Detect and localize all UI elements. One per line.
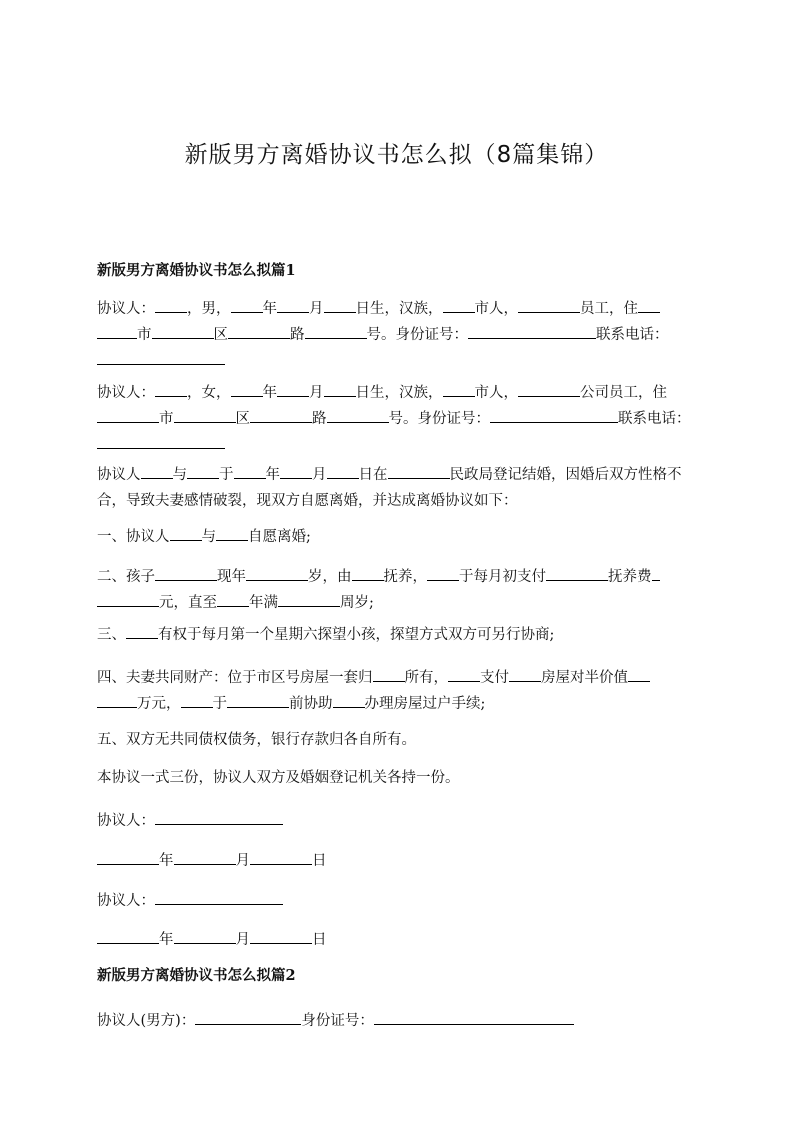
blank-line (174, 421, 236, 423)
text: 有权于每月第一个星期六探望小孩，探望方式双方可另行协商; (158, 627, 555, 643)
blank-line (231, 311, 263, 313)
blank-line (327, 477, 359, 479)
text: 年 (262, 385, 277, 401)
party-female-paragraph (97, 380, 699, 458)
text: 市人， (474, 385, 518, 401)
blank-line (246, 579, 308, 581)
blank-line (277, 311, 309, 313)
text: 与 (201, 529, 216, 545)
text: 年 (265, 467, 280, 483)
text: 二、孩子 (97, 569, 155, 585)
blank-line (97, 447, 225, 449)
text: 协议人(男方)： (97, 1013, 196, 1029)
text: 协议人： (97, 301, 155, 317)
text: 市 (159, 411, 174, 427)
text: 协议人 (97, 467, 141, 483)
blank-line (490, 421, 618, 423)
blank-line (155, 903, 283, 905)
blank-line (97, 605, 159, 607)
text: 路 (290, 327, 305, 343)
text: 办理房屋过户手续; (364, 696, 486, 712)
text: ，男， (187, 301, 231, 317)
text: 年满 (249, 595, 278, 611)
blank-line (152, 337, 214, 339)
blank-line (352, 579, 384, 581)
blank-line (97, 706, 137, 708)
text: 现年 (217, 569, 246, 585)
signature-line-2 (97, 888, 699, 914)
text: 三、 (97, 627, 126, 643)
blank-line (278, 605, 340, 607)
text: 联系电话： (618, 411, 691, 427)
text: 抚养费 (608, 569, 652, 585)
blank-line (250, 942, 312, 944)
text: 员工，住 (580, 301, 638, 317)
blank-line (509, 680, 541, 682)
blank-line (277, 395, 309, 397)
blank-line (174, 863, 236, 865)
text: 日生，汉族， (355, 301, 443, 317)
blank-line (170, 539, 202, 541)
text: 协议人： (97, 385, 155, 401)
blank-line (518, 395, 580, 397)
text: 年 (159, 853, 174, 869)
blank-line (448, 680, 480, 682)
text: 日 (312, 932, 327, 948)
text: 万元， (137, 696, 181, 712)
section-heading-1: 新版男方离婚协议书怎么拟篇1 (97, 262, 296, 279)
party-male-id-line (97, 1008, 699, 1034)
blank-line (280, 477, 312, 479)
clause-3 (97, 622, 699, 648)
text: 日 (312, 853, 327, 869)
text: 抚养， (383, 569, 427, 585)
text: 四、夫妻共同财产：位于市区号房屋一套归 (97, 670, 373, 686)
text: 年 (262, 301, 277, 317)
blank-line (518, 311, 580, 313)
text: 房屋对半价值 (541, 670, 628, 686)
blank-line (546, 579, 608, 581)
clause-5: 五、双方无共同债权债务，银行存款归各自所有。 (97, 732, 416, 748)
blank-line (305, 337, 367, 339)
blank-line (97, 863, 159, 865)
blank-line (97, 942, 159, 944)
clause-2 (97, 564, 699, 616)
text: 月 (312, 467, 327, 483)
text: 月 (235, 853, 250, 869)
text: 路 (312, 411, 327, 427)
text: 协议人： (97, 893, 155, 909)
text: 身份证号： (301, 1013, 374, 1029)
text: 日在 (358, 467, 388, 483)
blank-line (97, 421, 159, 423)
blank-line (327, 421, 389, 423)
blank-line (174, 942, 236, 944)
blank-line (181, 706, 213, 708)
section-heading-2: 新版男方离婚协议书怎么拟篇2 (97, 967, 296, 984)
blank-line (155, 579, 217, 581)
blank-line (628, 680, 650, 682)
blank-line (250, 421, 312, 423)
blank-line (443, 395, 475, 397)
text: 与 (172, 467, 187, 483)
blank-line (227, 706, 289, 708)
text: 年 (159, 932, 174, 948)
text: 岁，由 (308, 569, 352, 585)
text: 区 (235, 411, 250, 427)
blank-line (141, 477, 173, 479)
text: 号。身份证号： (388, 411, 490, 427)
text: 月 (235, 932, 250, 948)
document-title: 新版男方离婚协议书怎么拟（8篇集锦） (184, 142, 609, 168)
closing-text: 本协议一式三份，协议人双方及婚姻登记机关各持一份。 (97, 770, 460, 786)
blank-line (427, 579, 459, 581)
text: 月 (309, 301, 324, 317)
blank-line (195, 1023, 301, 1025)
text: 协议人： (97, 813, 155, 829)
blank-line (187, 477, 219, 479)
text: 支付 (480, 670, 509, 686)
blank-line (652, 579, 660, 581)
text: 前协助 (289, 696, 333, 712)
text: 自愿离婚; (248, 529, 311, 545)
text: 日生，汉族， (355, 385, 443, 401)
blank-line (638, 311, 660, 313)
blank-line (97, 363, 225, 365)
text: 号。身份证号： (366, 327, 468, 343)
text: 元，直至 (159, 595, 217, 611)
blank-line (443, 311, 475, 313)
blank-line (324, 395, 356, 397)
signature-line-1 (97, 808, 699, 834)
text: 所有， (404, 670, 448, 686)
blank-line (388, 477, 450, 479)
blank-line (155, 311, 187, 313)
text: 民政局登记结婚，因婚后双方性格不合，导致夫妻感情破裂，现双方自愿离婚，并达成离婚协议如下： (97, 467, 682, 509)
blank-line (374, 1023, 574, 1025)
text: 于每月初支付 (459, 569, 546, 585)
blank-line (217, 605, 249, 607)
date-line-2 (97, 927, 699, 953)
text: 联系电话： (596, 327, 669, 343)
text: 于 (219, 467, 234, 483)
blank-line (333, 706, 365, 708)
blank-line (126, 637, 158, 639)
blank-line (155, 823, 283, 825)
clause-1 (97, 524, 699, 550)
blank-line (216, 539, 248, 541)
date-line-1 (97, 848, 699, 874)
text: 市人， (474, 301, 518, 317)
text: 公司员工，住 (580, 385, 667, 401)
blank-line (97, 337, 137, 339)
text: 于 (212, 696, 227, 712)
party-male-paragraph (97, 296, 699, 374)
text: 市 (137, 327, 152, 343)
blank-line (468, 337, 596, 339)
blank-line (234, 477, 266, 479)
text: ，女， (187, 385, 231, 401)
blank-line (155, 395, 187, 397)
blank-line (324, 311, 356, 313)
blank-line (373, 680, 405, 682)
blank-line (250, 863, 312, 865)
clause-4 (97, 665, 699, 717)
text: 月 (309, 385, 324, 401)
blank-line (231, 395, 263, 397)
blank-line (228, 337, 290, 339)
text: 周岁; (340, 595, 374, 611)
text: 一、协议人 (97, 529, 170, 545)
text: 区 (213, 327, 228, 343)
marriage-paragraph (97, 462, 699, 514)
